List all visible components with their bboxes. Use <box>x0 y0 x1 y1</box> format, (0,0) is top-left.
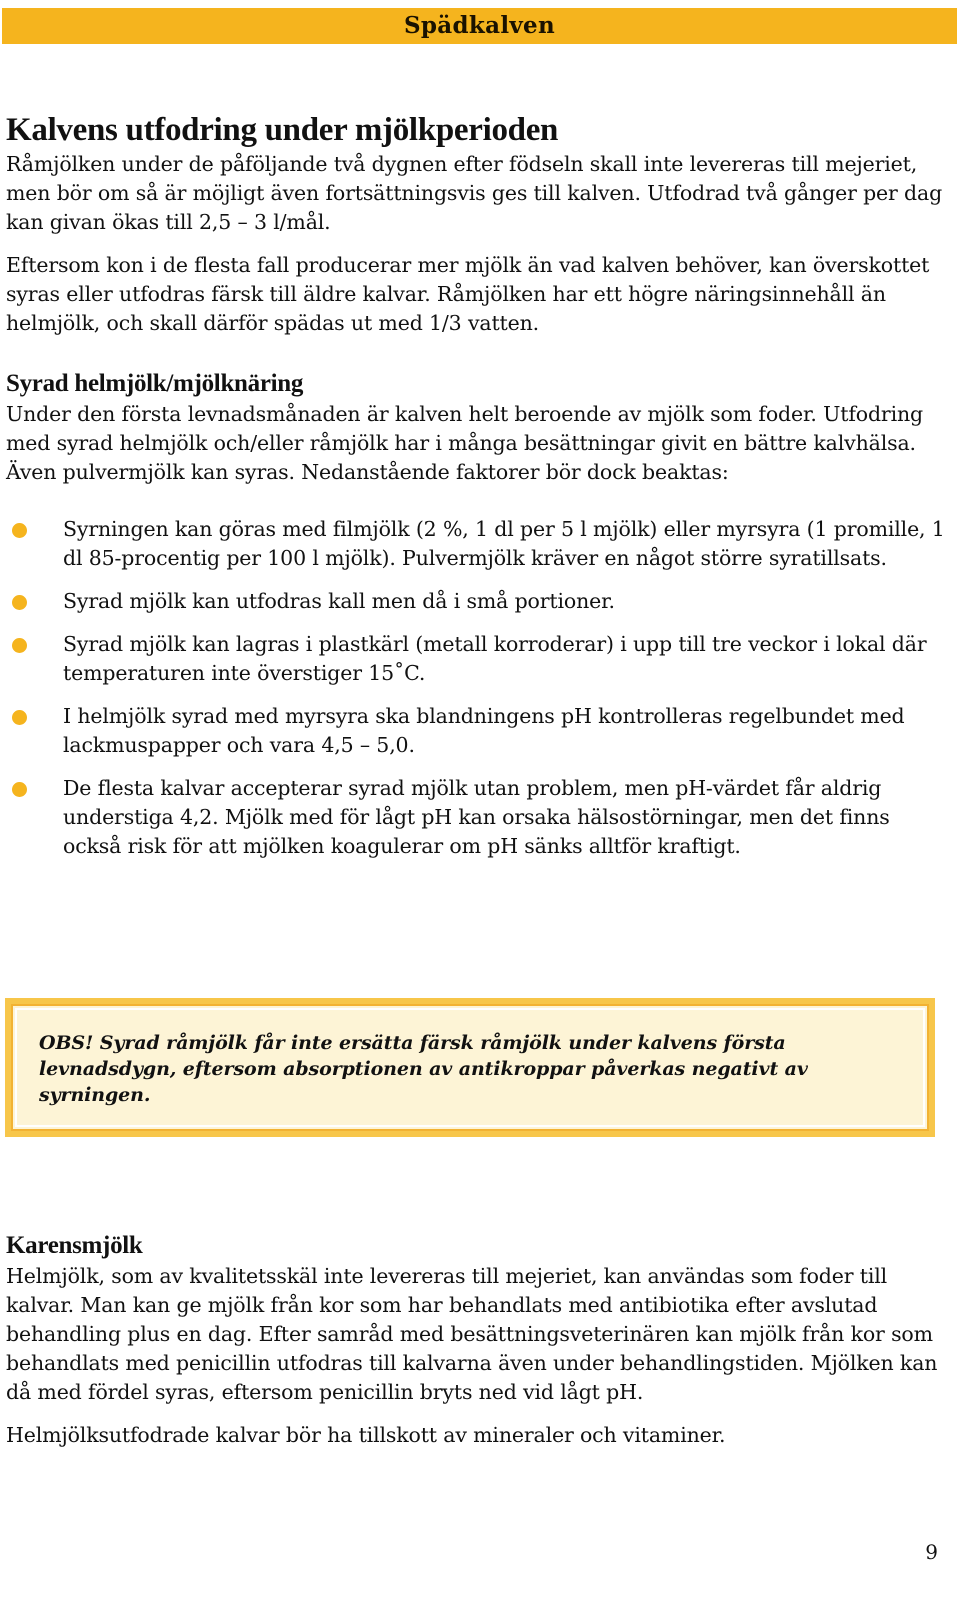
section-acidified-milk <box>6 368 951 875</box>
section-heading-acidified: Syrad helmjölk/mjölknäring <box>6 370 304 397</box>
paragraph: Råmjölken under de påföljande två dygnen efter födseln skall inte levereras till mejeriet, men bör om så är möjligt även fortsättningsvis ges till kalven. Utfodrad två gånger per dag kan givan ökas till 2,5 – 3 l/mål. <box>6 152 943 234</box>
paragraph: Eftersom kon i de flesta fall producerar mer mjölk än vad kalven behöver, kan överskottet syras eller utfodras färsk till äldre kalvar. Råmjölken har ett högre näringsinnehåll än helmjölk, och skall därför spädas ut med 1/3 vatten. <box>6 253 930 335</box>
bullet-dot-icon <box>12 523 27 538</box>
list-item <box>6 515 951 573</box>
list-item-text: I helmjölk syrad med myrsyra ska blandningens pH kontrolleras regelbundet med lackmuspapper och vara 4,5 – 5,0. <box>63 704 905 757</box>
obs-note-inner <box>11 1004 929 1131</box>
list-item <box>6 587 951 616</box>
paragraph: Helmjölk, som av kvalitetsskäl inte levereras till mejeriet, kan användas som foder till kalvar. Man kan ge mjölk från kor som har behandlats med antibiotika efter avslutad behandling plus en dag. Efter samråd med besättningsveterinären kan mjölk från kor som behandlats med penicillin utfodras till kalvarna även under behandlingstiden. Mjölken kan då med fördel syras, eftersom penicillin bryts ned vid lågt pH. <box>6 1264 938 1404</box>
paragraph: Under den första levnadsmånaden är kalven helt beroende av mjölk som foder. Utfodring med syrad helmjölk och/eller råmjölk har i många besättningar givit en bättre kalvhälsa. Även pulvermjölk kan syras. Nedanstående faktorer bör dock beaktas: <box>6 402 923 484</box>
bullet-dot-icon <box>12 782 27 797</box>
paragraph: Helmjölksutfodrade kalvar bör ha tillskott av mineraler och vitaminer. <box>6 1423 726 1447</box>
list-item <box>6 702 951 760</box>
bullet-dot-icon <box>12 595 27 610</box>
list-item-text: Syrad mjölk kan lagras i plastkärl (metall korroderar) i upp till tre veckor i lokal där temperaturen inte överstiger 15˚C. <box>63 632 927 685</box>
chapter-header-bar <box>2 8 957 44</box>
section-withdrawal-milk <box>6 1230 951 1450</box>
bullet-dot-icon <box>12 638 27 653</box>
chapter-title: Spädkalven <box>404 12 555 39</box>
list-item-text: Syrningen kan göras med filmjölk (2 %, 1 dl per 5 l mjölk) eller myrsyra (1 promille, 1 dl 85-procentig per 100 l mjölk). Pulvermjölk kräver en något större syratillsats. <box>63 517 945 570</box>
list-item-text: De flesta kalvar accepterar syrad mjölk utan problem, men pH-värdet får aldrig understiga 4,2. Mjölk med för lågt pH kan orsaka hälsostörningar, men det finns också risk för att mjölken koagulerar om pH sänks alltför kraftigt. <box>63 776 890 858</box>
bullet-dot-icon <box>12 710 27 725</box>
factor-list <box>6 515 951 861</box>
obs-note-box <box>5 998 935 1137</box>
section-heading-feeding: Kalvens utfodring under mjölkperioden <box>6 112 559 148</box>
list-item <box>6 774 951 861</box>
list-item <box>6 630 951 688</box>
section-heading-withdrawal: Karensmjölk <box>6 1232 143 1259</box>
page-number: 9 <box>925 1540 938 1564</box>
obs-note-text: OBS! Syrad råmjölk får inte ersätta färsk råmjölk under kalvens första levnadsdygn, eftersom absorptionen av antikroppar påverkas negativt av syrningen. <box>39 1032 808 1106</box>
list-item-text: Syrad mjölk kan utfodras kall men då i små portioner. <box>63 589 615 613</box>
section-feeding <box>6 110 951 338</box>
